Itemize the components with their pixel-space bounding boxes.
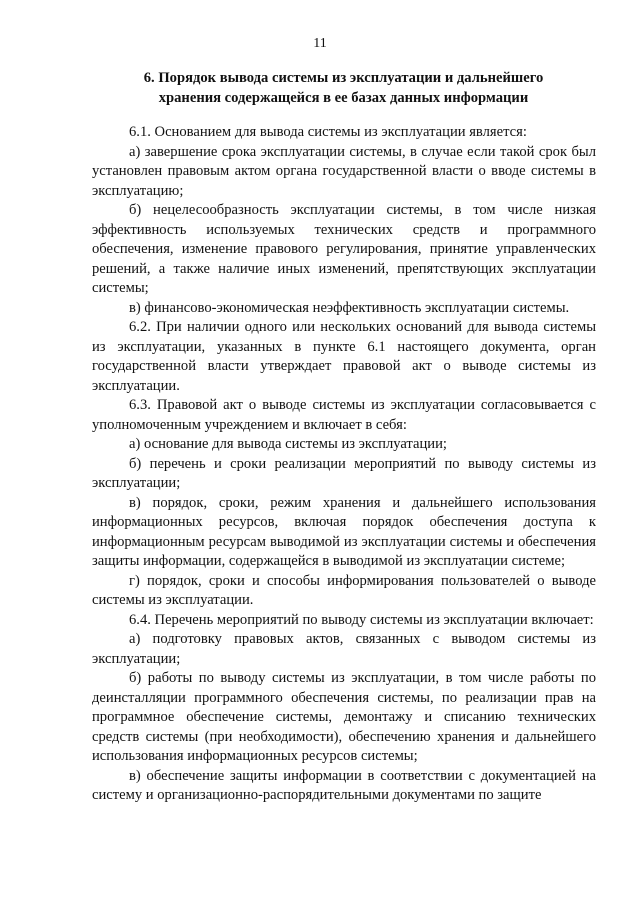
paragraph-6-3-a: а) основание для вывода системы из эксплуатации; xyxy=(129,436,447,452)
paragraph-6-2: 6.2. При наличии одного или нескольких оснований для вывода системы из эксплуатации, указанных в пункте 6.1 настоящего документа, орган государственной власти утверждает правовой акт о выводе системы из эксплуатации. xyxy=(92,319,596,394)
section-heading-line-1: 6. Порядок вывода системы из эксплуатации и дальнейшего xyxy=(143,70,544,86)
paragraph-6-4-v: в) обеспечение защиты информации в соответствии с документацией на систему и организационно-распорядительными документами по защите xyxy=(92,767,596,803)
paragraph-6-3-v: в) порядок, сроки, режим хранения и дальнейшего использования информационных ресурсов, включая порядок обеспечения доступа к информационным ресурсам выводимой из эксплуатации системы и обеспечения защиты информации, содержащейся в выводимой из эксплуатации системе; xyxy=(92,494,596,569)
body-text xyxy=(92,123,596,806)
paragraph-6-1-a: а) завершение срока эксплуатации системы, в случае если такой срок был установлен правовым актом органа государственной власти о вводе системы в эксплуатацию; xyxy=(92,143,596,199)
paragraph-6-1: 6.1. Основанием для вывода системы из эксплуатации является: xyxy=(129,124,527,140)
paragraph-6-3: 6.3. Правовой акт о выводе системы из эксплуатации согласовывается с уполномоченным учреждением и включает в себя: xyxy=(92,397,596,433)
paragraph-6-4-b: б) работы по выводу системы из эксплуатации, в том числе работы по деинсталляции программного обеспечения системы, по реализации прав на программное обеспечение системы, демонтажу и списанию технических средств системы (при необходимости), обеспечению хранения и дальнейшего использования информационных ресурсов системы; xyxy=(92,670,596,764)
paragraph-6-3-g: г) порядок, сроки и способы информирования пользователей о выводе системы из эксплуатации. xyxy=(92,572,596,608)
paragraph-6-1-v: в) финансово-экономическая неэффективность эксплуатации системы. xyxy=(129,299,570,316)
page-number: 11 xyxy=(313,36,327,51)
section-heading-line-2: хранения содержащейся в ее базах данных информации xyxy=(158,89,529,106)
paragraph-6-1-b: б) нецелесообразность эксплуатации системы, в том числе низкая эффективность используемых технических средств и программного обеспечения, изменение правового регулирования, принятие управленческих решений, а также наличие иных изменений, препятствующих эксплуатации системы; xyxy=(92,202,596,296)
section-heading xyxy=(92,69,595,108)
paragraph-6-4-a: а) подготовку правовых актов, связанных с выводом системы из эксплуатации; xyxy=(92,631,596,667)
paragraph-6-4: 6.4. Перечень мероприятий по выводу системы из эксплуатации включает: xyxy=(129,611,594,628)
paragraph-6-3-b: б) перечень и сроки реализации мероприятий по выводу системы из эксплуатации; xyxy=(92,455,596,491)
